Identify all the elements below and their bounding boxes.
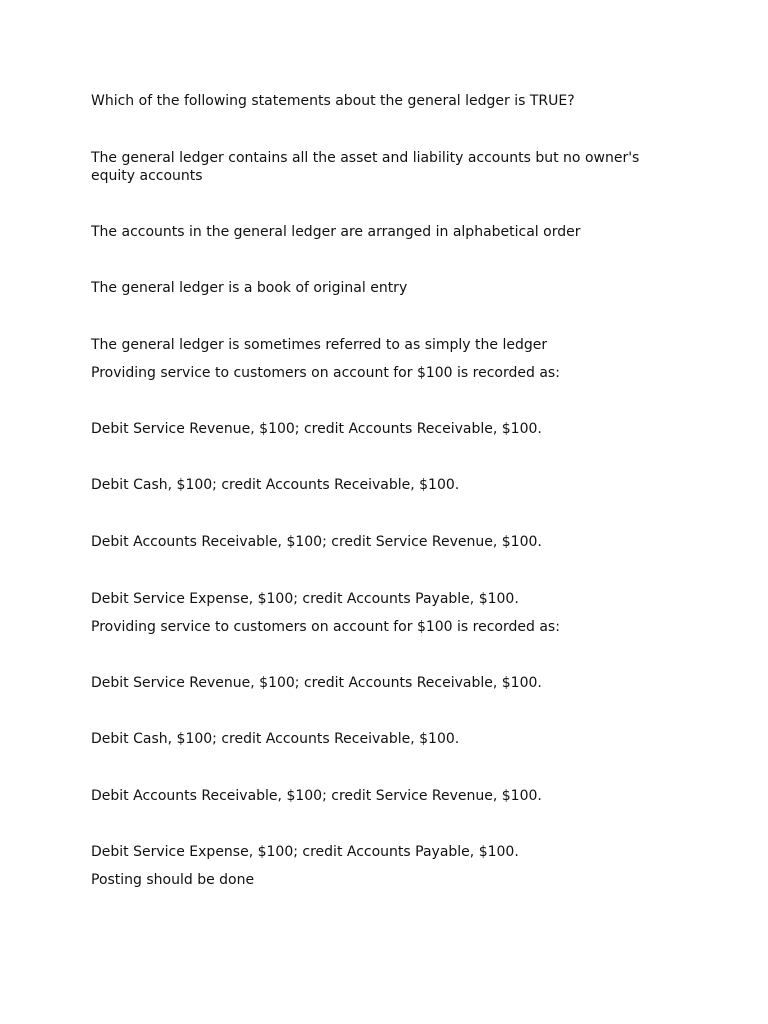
question-3-option-2: Debit Cash, $100; credit Accounts Receivable, $100. bbox=[91, 731, 460, 747]
question-2-option-4: Debit Service Expense, $100; credit Accounts Payable, $100. bbox=[91, 591, 519, 607]
question-3-option-3: Debit Accounts Receivable, $100; credit Service Revenue, $100. bbox=[91, 788, 542, 804]
question-2-option-1: Debit Service Revenue, $100; credit Accounts Receivable, $100. bbox=[91, 421, 542, 437]
question-3-prompt: Providing service to customers on account for $100 is recorded as: bbox=[91, 619, 560, 635]
question-1-option-3: The general ledger is a book of original entry bbox=[91, 280, 408, 296]
question-2-prompt: Providing service to customers on account for $100 is recorded as: bbox=[91, 365, 560, 381]
question-1-option-4: The general ledger is sometimes referred to as simply the ledger bbox=[91, 337, 548, 353]
question-3-option-4: Debit Service Expense, $100; credit Accounts Payable, $100. bbox=[91, 844, 519, 860]
question-1-prompt: Which of the following statements about the general ledger is TRUE? bbox=[91, 93, 575, 109]
question-1-option-1: The general ledger contains all the asset and liability accounts but no owner's equity accounts bbox=[91, 150, 640, 184]
question-2-option-2: Debit Cash, $100; credit Accounts Receivable, $100. bbox=[91, 477, 460, 493]
question-4-prompt: Posting should be done bbox=[91, 872, 255, 888]
question-2-option-3: Debit Accounts Receivable, $100; credit Service Revenue, $100. bbox=[91, 534, 542, 550]
question-1-option-2: The accounts in the general ledger are arranged in alphabetical order bbox=[91, 224, 581, 240]
question-3-option-1: Debit Service Revenue, $100; credit Accounts Receivable, $100. bbox=[91, 675, 542, 691]
